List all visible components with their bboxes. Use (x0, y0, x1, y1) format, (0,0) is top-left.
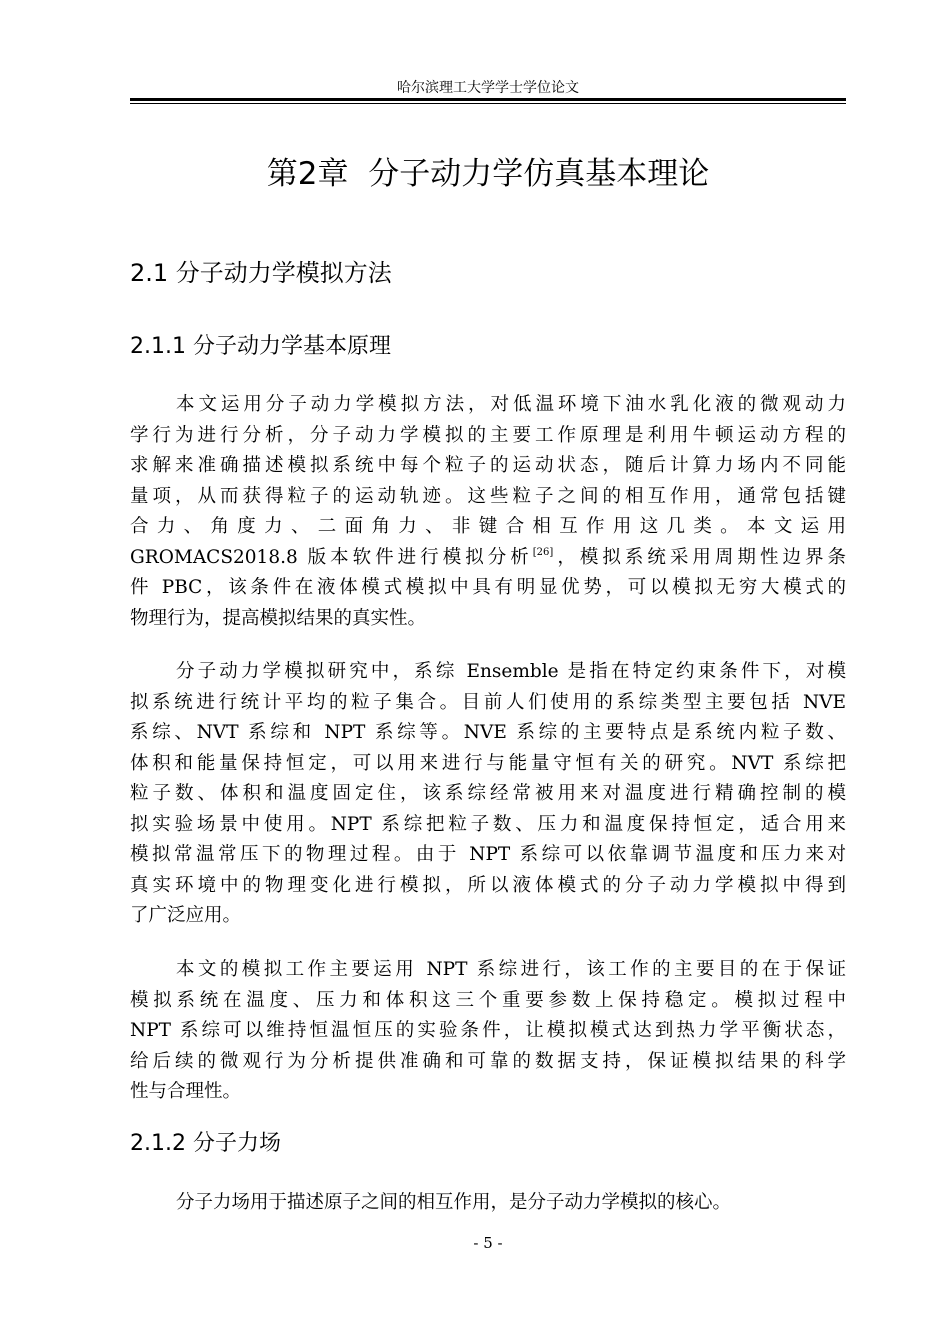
paragraph-2 (130, 657, 846, 932)
paragraph-1 (130, 390, 846, 634)
paragraph-line: 分子动力学模拟研究中，系综 Ensemble 是指在特定约束条件下，对模 (176, 661, 846, 682)
paragraph-line: 本文运用分子动力学模拟方法，对低温环境下油水乳化液的微观动力 (176, 394, 846, 415)
paragraph-4 (130, 1188, 846, 1219)
paragraph-line: 件 PBC，该条件在液体模式模拟中具有明显优势，可以模拟无穷大模式的 (130, 577, 846, 598)
paragraph-line: NPT 系综可以维持恒温恒压的实验条件，让模拟模式达到热力学平衡状态， (130, 1020, 846, 1041)
paragraph-line: 拟系统进行统计平均的粒子集合。目前人们使用的系综类型主要包括 NVE (130, 691, 846, 713)
citation-marker: [26] (532, 546, 554, 558)
header-rule-thick (130, 98, 846, 101)
section-heading-2-1-2: 2.1.2 分子力场 (130, 1131, 281, 1156)
paragraph-line: 量项，从而获得粒子的运动轨迹。这些粒子之间的相互作用，通常包括键 (130, 485, 846, 507)
paragraph-line: 体积和能量保持恒定，可以用来进行与能量守恒有关的研究。NVT 系综把 (130, 752, 846, 774)
header-rule-thin (130, 103, 846, 104)
paragraph-3 (130, 955, 846, 1108)
paragraph-line: 本文的模拟工作主要运用 NPT 系综进行，该工作的主要目的在于保证 (176, 959, 846, 980)
paragraph-line: 拟实验场景中使用。NPT 系综把粒子数、压力和温度保持恒定，适合用来 (130, 813, 846, 835)
paragraph-line: 给后续的微观行为分析提供准确和可靠的数据支持，保证模拟结果的科学 (130, 1050, 846, 1072)
paragraph-line: 系综、NVT 系综和 NPT 系综等。NVE 系综的主要特点是系统内粒子数、 (130, 722, 846, 743)
paragraph-line: 模拟常温常压下的物理过程。由于 NPT 系综可以依靠调节温度和压力来对 (130, 844, 846, 865)
line-text: GROMACS2018.8 版本软件进行模拟分析 (130, 546, 533, 568)
running-head: 哈尔滨理工大学学士学位论文 (397, 80, 579, 96)
paragraph-line: 物理行为，提高模拟结果的真实性。 (130, 607, 427, 629)
paragraph-line: 真实环境中的物理变化进行模拟，所以液体模式的分子动力学模拟中得到 (130, 874, 846, 896)
paragraph-line: 性与合理性。 (130, 1081, 242, 1102)
line-text: ，模拟系统采用周期性边界条 (553, 546, 846, 568)
chapter-title: 第2章 分子动力学仿真基本理论 (266, 156, 710, 192)
paragraph-line: 求解来准确描述模拟系统中每个粒子的运动状态，随后计算力场内不同能 (130, 455, 846, 476)
paragraph-line: 分子力场用于描述原子之间的相互作用，是分子动力学模拟的核心。 (176, 1192, 732, 1213)
paragraph-line: 粒子数、体积和温度固定住，该系综经常被用来对温度进行精确控制的模 (130, 783, 846, 804)
paragraph-line-with-citation (130, 543, 846, 574)
page-number: - 5 - (473, 1234, 503, 1252)
section-heading-2-1-1: 2.1.1 分子动力学基本原理 (130, 334, 391, 359)
section-heading-2-1: 2.1 分子动力学模拟方法 (130, 259, 392, 287)
paragraph-line: 学行为进行分析，分子动力学模拟的主要工作原理是利用牛顿运动方程的 (130, 424, 846, 446)
paragraph-line: 了广泛应用。 (130, 905, 242, 926)
paragraph-line: 合力、角度力、二面角力、非键合相互作用这几类。本文运用 (130, 516, 846, 537)
paragraph-line: 模拟系统在温度、压力和体积这三个重要参数上保持稳定。模拟过程中 (130, 989, 846, 1011)
